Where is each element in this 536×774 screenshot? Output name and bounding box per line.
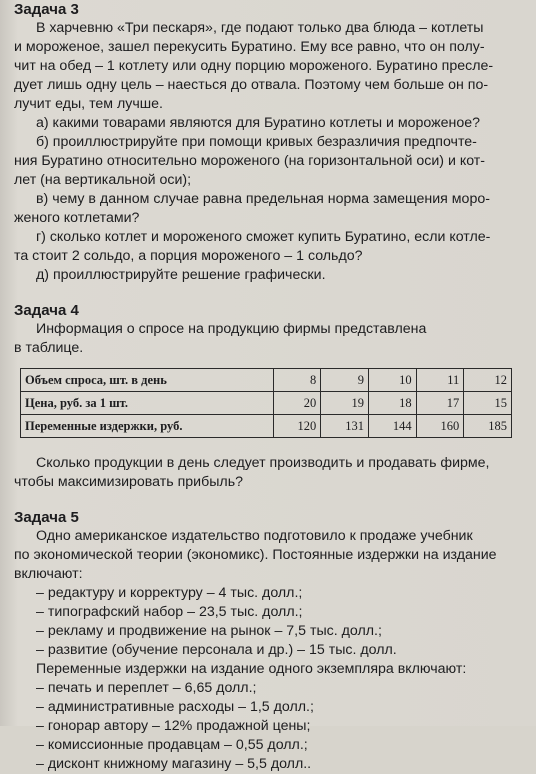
table-cell: 8 xyxy=(273,369,321,392)
variable-cost-item: – административные расходы – 1,5 долл.; xyxy=(36,699,314,715)
table-cell: 18 xyxy=(368,392,416,415)
table-cell: 120 xyxy=(273,415,321,438)
task-5-text-line: по экономической теории (экономикс). Постоянные издержки на издание xyxy=(14,547,497,563)
row-label: Цена, руб. за 1 шт. xyxy=(21,392,274,415)
task-5-text-line: включают: xyxy=(14,566,83,582)
spacer xyxy=(14,492,524,508)
row-label: Объем спроса, шт. в день xyxy=(21,369,274,392)
table-cell: 19 xyxy=(321,392,369,415)
task-5-text-line: Одно американское издательство подготовило к продаже учебник xyxy=(36,528,473,544)
task-3-question-c: в) чему в данном случае равна предельная норма замещения моро- xyxy=(36,191,490,207)
task-3-question-d-cont: та стоит 2 сольдо, а порция мороженого – 1 сольдо? xyxy=(14,248,363,264)
task-4 xyxy=(14,301,524,492)
task-4-text-line: в таблице. xyxy=(14,340,84,356)
task-4-title: Задача 4 xyxy=(14,302,79,319)
table-cell: 11 xyxy=(416,369,464,392)
task-4-question-line: Сколько продукции в день следует производить и продавать фирме, xyxy=(36,455,490,471)
task-3-question-a: а) какими товарами являются для Буратино котлеты и мороженое? xyxy=(36,115,481,131)
table-cell: 131 xyxy=(321,415,369,438)
row-label: Переменные издержки, руб. xyxy=(21,415,274,438)
task-5 xyxy=(14,508,524,774)
fixed-cost-item: – рекламу и продвижение на рынок – 7,5 тыс. долл.; xyxy=(36,623,382,639)
task-3-question-b-cont: лет (на вертикальной оси); xyxy=(14,172,192,188)
task-3-question-c-cont: женого котлетами? xyxy=(14,210,140,226)
variable-cost-item: – комиссионные продавцам – 0,55 долл.; xyxy=(36,737,308,753)
task-3-title: Задача 3 xyxy=(14,1,79,18)
table-row xyxy=(21,392,512,415)
variable-cost-item: – дисконт книжному магазину – 5,5 долл.. xyxy=(36,756,312,772)
task-5-title: Задача 5 xyxy=(14,509,79,526)
variable-cost-item: – гонорар автору – 12% продажной цены; xyxy=(36,718,311,734)
task-3-text-line: лучит еды, тем лучше. xyxy=(14,96,163,112)
demand-table xyxy=(20,368,512,438)
task-4-text-line: Информация о спросе на продукцию фирмы представлена xyxy=(36,321,427,337)
table-cell: 17 xyxy=(416,392,464,415)
task-3-question-d: г) сколько котлет и мороженого сможет купить Буратино, если котле- xyxy=(36,229,491,245)
table-row xyxy=(21,415,512,438)
table-cell: 185 xyxy=(464,415,512,438)
fixed-cost-item: – развитие (обучение персонала и др.) – 15 тыс. долл. xyxy=(36,642,397,658)
task-3-text-line: дует лишь одну цель – наесться до отвала. Поэтому чем больше он по- xyxy=(14,77,489,93)
page-content xyxy=(14,0,524,774)
table-cell: 144 xyxy=(368,415,416,438)
spacer xyxy=(14,358,524,368)
table-cell: 160 xyxy=(416,415,464,438)
task-3 xyxy=(14,0,524,285)
spacer xyxy=(14,285,524,301)
task-3-text-line: чит на обед – 1 котлету или одну порцию мороженого. Буратино пресле- xyxy=(14,58,494,74)
spacer xyxy=(14,438,524,454)
variable-costs-intro: Переменные издержки на издание одного экземпляра включают: xyxy=(36,661,467,677)
task-3-text-line: и мороженое, зашел перекусить Буратино. Ему все равно, что он полу- xyxy=(14,39,485,55)
fixed-cost-item: – редактуру и корректуру – 4 тыс. долл.; xyxy=(36,585,303,601)
task-3-text-line: В харчевню «Три пескаря», где подают только два блюда – котлеты xyxy=(36,20,484,36)
table-cell: 15 xyxy=(464,392,512,415)
task-3-question-e: д) проиллюстрируйте решение графически. xyxy=(36,267,326,283)
table-cell: 20 xyxy=(273,392,321,415)
fixed-cost-item: – типографский набор – 23,5 тыс. долл.; xyxy=(36,604,303,620)
table-cell: 9 xyxy=(321,369,369,392)
table-row xyxy=(21,369,512,392)
variable-cost-item: – печать и переплет – 6,65 долл.; xyxy=(36,680,257,696)
table-cell: 10 xyxy=(368,369,416,392)
task-3-question-b: б) проиллюстрируйте при помощи кривых безразличия предпочте- xyxy=(36,134,477,150)
table-cell: 12 xyxy=(464,369,512,392)
task-4-question-line: чтобы максимизировать прибыль? xyxy=(14,474,243,490)
task-3-question-b-cont: ния Буратино относительно мороженого (на горизонтальной оси) и кот- xyxy=(14,153,485,169)
